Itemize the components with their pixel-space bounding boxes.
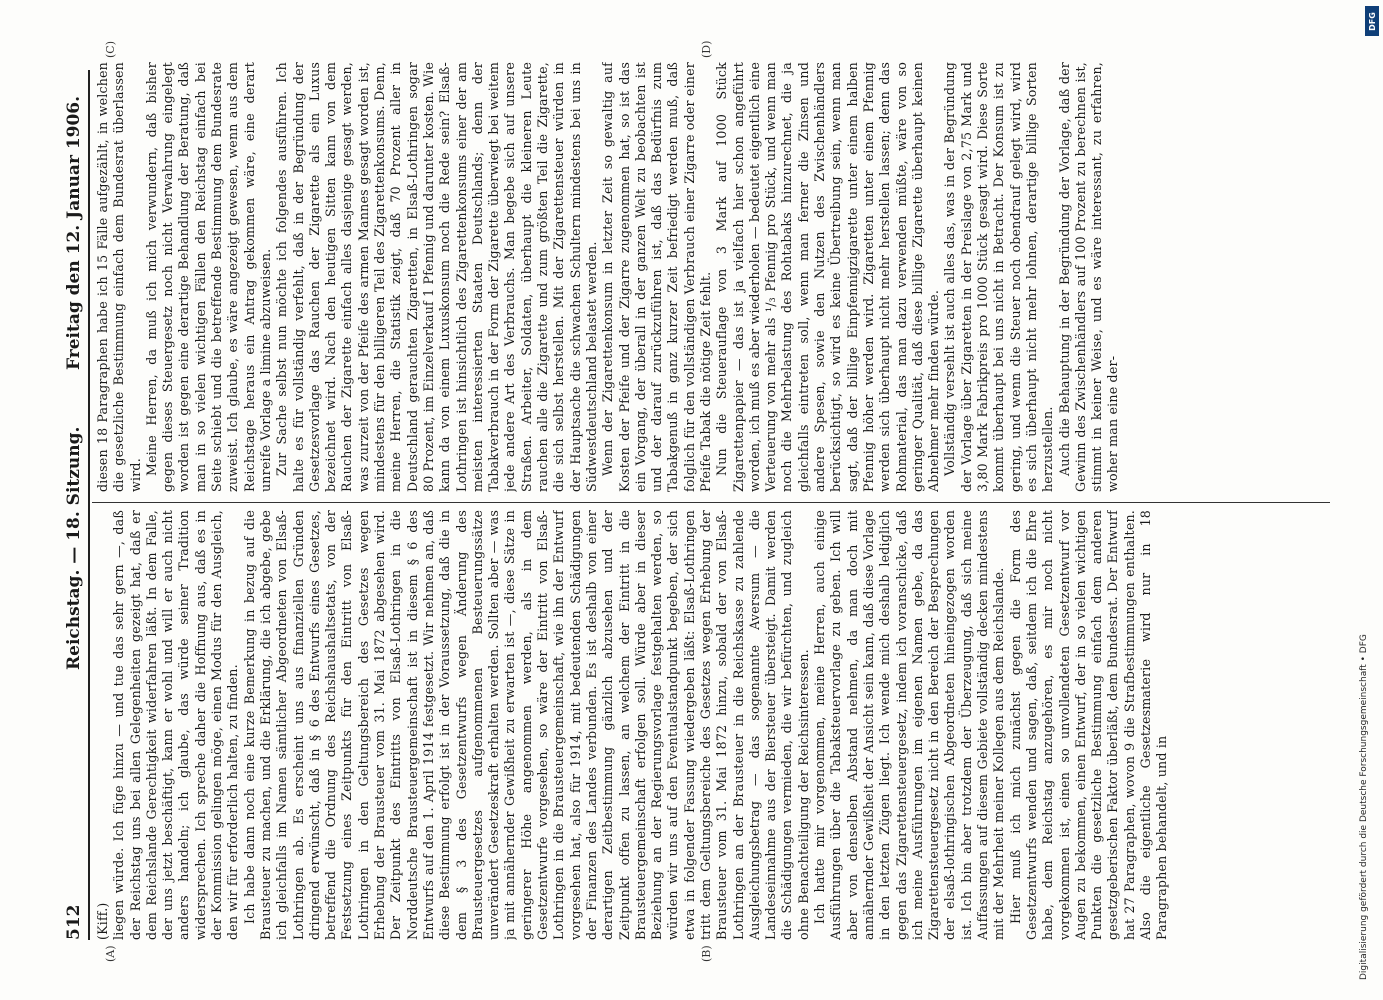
- dfg-logo: DFG: [1365, 6, 1379, 36]
- left-paragraph: Ich hatte mir vorgenommen, meine Herren, auch einige Ausführungen über die Tabaksteuervorlage zu geben. Ich will aber von denselben Abstand nehmen, da man doch mit annähernder Gewißheit der Ansicht sein kann, daß diese Vorlage in den letzten Zügen liegt. Ich wende mich deshalb lediglich gegen das Zigarettensteuergesetz, indem ich voranschicke, daß ich meine Ausführungen im eigenen Namen gebe, da das Zigarettensteuergesetz nicht in den Bereich der Besprechungen der elsaß-lothringischen Abgeordneten hineingezogen worden ist. Ich bin aber trotzdem der Überzeugung, daß sich meine Auffassungen auf diesem Gebiete vollständig decken mindestens mit der Mehrheit meiner Kollegen aus dem Reichslande.: [812, 510, 1007, 940]
- header-date: Freitag den 12. Januar 1906.: [64, 95, 84, 370]
- margin-marker-d: (D): [700, 40, 713, 58]
- credit-text: Digitalisierung gefördert durch die Deutsche Forschungsgemeinschaft • DFG: [1359, 634, 1369, 980]
- margin-marker-b: (B): [700, 945, 713, 962]
- left-column: [95, 510, 1330, 940]
- right-column: [95, 62, 1330, 492]
- left-paragraph: Hier muß ich mich zunächst gegen die Form des Gesetzentwurfs wenden und sagen, daß, seitdem ich die Ehre habe, dem Reichstag anzugehören, es mir noch nicht vorgekommen ist, einen so unvollendeten Gesetzentwurf vor Augen zu bekommen, einen Entwurf, der in so vielen wichtigen Punkten die gesetzliche Bestimmung einfach dem anderen gesetzgeberischen Faktor überläßt, dem Bundesrat. Der Entwurf hat 27 Paragraphen, wovon 9 die Strafbestimmungen enthalten. Also die eigentliche Gesetzesmaterie wird nur in 18 Paragraphen behandelt, und in: [1007, 510, 1170, 940]
- page-header: [60, 70, 90, 940]
- margin-marker-a: (A): [104, 945, 117, 962]
- page-number: 512: [64, 904, 84, 940]
- right-paragraph: Wenn der Zigarettenkonsum in letzter Zeit so gewaltig auf Kosten der Pfeife und der Zigarre zugenommen hat, so ist das ein Vorgang, der überall in der ganzen Welt zu beobachten ist und der darauf zurückzuführen ist, daß das Bedürfnis zum Tabakgenuß in ganz kurzer Zeit befriedigt werden muß, daß folglich für den vollständigen Verbrauch einer Zigarre oder einer Pfeife Tabak die nötige Zeit fehlt.: [600, 62, 713, 492]
- margin-marker-c: (C): [104, 41, 117, 58]
- left-paragraph: liegen würde. Ich füge hinzu — und tue das sehr gern —, daß der Reichstag uns bei allen Gelegenheiten gezeigt hat, daß er dem Reichslande Gerechtigkeit widerfahren läßt. In dem Falle, der uns jetzt beschäftigt, kann er wohl und will er auch nicht anders handeln; ich glaube, das würde seiner Tradition widersprechen. Ich spreche daher die Hoffnung aus, daß es in der Kommission gelingen möge, einen Modus für den Ausgleich, den wir für erforderlich halten, zu finden.: [111, 510, 241, 940]
- column-divider: [92, 502, 1330, 503]
- right-paragraph: Auch die Behauptung in der Begründung der Vorlage, daß der Gewinn des Zwischenhändlers auf 100 Prozent zu berechnen ist, stimmt in keiner Weise, und es wäre interessant, zu erfahren, woher man eine der-: [1056, 62, 1121, 492]
- right-paragraph: Meine Herren, da muß ich mich verwundern, daß bisher gegen dieses Steuergesetz noch nicht Verwahrung eingelegt worden ist gegen eine derartige Behandlung der Beratung, daß man in so vielen wichtigen Fällen den Reichstag einfach bei Seite schiebt und die betreffende Bestimmung dem Bundesrate zuweist. Ich glaube, es wäre angezeigt gewesen, wenn aus dem Reichstage heraus ein Antrag gekommen wäre, eine derart unreife Vorlage a limine abzuweisen.: [143, 62, 273, 492]
- digitization-credit: [1355, 20, 1377, 980]
- right-paragraph: diesen 18 Paragraphen habe ich 15 Fälle aufgezählt, in welchen die gesetzliche Bestimmung einfach dem Bundesrat überlassen wird.: [95, 62, 143, 492]
- right-paragraph: Vollständig versehlt ist auch alles das, was in der Begründung der Vorlage über Zigaretten in der Preislage von 2,75 Mark und 3,80 Mark Fabrikpreis pro 1000 Stück gesagt wird. Diese Sorte kommt überhaupt bei uns nicht in Betracht. Der Konsum ist zu gering, und wenn die Steuer noch obendrauf gelegt wird, wird es sich überhaupt nicht mehr lohnen, derartige billige Sorten herzustellen.: [942, 62, 1056, 492]
- header-center-title: Reichstag. — 18. Sitzung.: [64, 426, 84, 670]
- right-paragraph: Nun die Steuerauflage von 3 Mark auf 1000 Stück Zigarettenpapier — das ist ja vielfach hier schon angeführt worden, ich muß es aber wiederholen — bedeutet eigentlich eine Verteuerung von mehr als ¹/₃ Pfennig pro Stück, und wenn man noch die Mehrbelastung des Rohtabaks hinzurechnet, die ja gleichfalls eintreten soll, wenn man ferner die Zinsen und andere Spesen, sowie den Nutzen des Zwischenhändlers berücksichtigt, so wird es keine Übertreibung sein, wenn man sagt, daß der billige Einpfennigzigarette unter einem halben Pfennig höher werden wird. Zigaretten unter einem Pfennig werden sich überhaupt nicht mehr herstellen lassen; denn das Rohmaterial, das man dazu verwenden müßte, wäre von so geringer Qualität, daß diese billige Zigarette überhaupt keinen Abnehmer mehr finden würde.: [714, 62, 942, 492]
- left-paragraph: Ich habe dann noch eine kurze Bemerkung in bezug auf die Brausteuer zu machen, und die Erklärung, die ich abgebe, gebe ich gleichfalls im Namen sämtlicher Abgeordneten von Elsaß-Lothringen ab. Es erscheint uns aus finanziellen Gründen dringend erwünscht, daß in § 6 des Entwurfs eines Gesetzes, betreffend die Ordnung des Reichshaushaltsetats, von der Festsetzung eines Zeitpunkts für den Eintritt von Elsaß-Lothringen in den Geltungsbereich des Gesetzes wegen Erhebung der Brausteuer vom 31. Mai 1872 abgesehen wird. Der Zeitpunkt des Eintritts von Elsaß-Lothringen in die Norddeutsche Brausteuergemeinschaft ist in diesem § 6 des Entwurfs auf den 1. April 1914 festgesetzt. Wir nehmen an, daß diese Bestimmung erfolgt ist in der Voraussetzung, daß die in dem § 3 des Gesetzentwurfs wegen Änderung des Brausteuergesetzes aufgenommenen Besteuerungssätze unverändert Gesetzeskraft erhalten werden. Sollten aber — was ja mit annähernder Gewißheit zu erwarten ist —, diese Sätze in geringerer Höhe angenommen werden, als in dem Gesetzentwurfe vorgesehen, so wäre der Eintritt von Elsaß-Lothringen in die Brausteuergemeinschaft, wie ihn der Entwurf vorgesehen hat, also für 1914, mit bedeutenden Schädigungen der Finanzen des Landes verbunden. Es ist deshalb von einer derartigen Zeitbestimmung gänzlich abzusehen und der Zeitpunkt offen zu lassen, an welchem der Eintritt in die Brausteuergemeinschaft erfolgen soll. Würde aber in dieser Beziehung an der Regierungsvorlage festgehalten werden, so würden wir uns auf den Eventualstandpunkt begeben, der sich etwa in folgender Fassung wiedergeben läßt: Elsaß-Lothringen tritt dem Geltungsbereiche des Gesetzes wegen Erhebung der Brausteuer vom 31. Mai 1872 hinzu, sobald der von Elsaß-Lothringen an der Brausteuer in die Reichskasse zu zahlende Ausgleichungsbetrag — das sogenannte Aversum — die Landeseinnahme aus der Biersteuer übersteigt. Damit werden die Schädigungen vermieden, die wir befürchten, und zugleich ohne Benachteiligung der Reichsinteressen.: [241, 510, 811, 940]
- speaker-tag: (Kiff.): [95, 902, 110, 940]
- right-paragraph: Zur Sache selbst nun möchte ich folgendes ausführen. Ich halte es für vollständig verfehlt, daß in der Begründung der Gesetzesvorlage das Rauchen der Zigarette als ein Luxus bezeichnet wird. Nach den heutigen Sitten kann von dem Rauchen der Zigarette einfach alles dasjenige gesagt werden, was zurzeit von der Pfeife des armen Mannes gesagt worden ist, mindestens für den billigeren Teil des Zigarettenkonsums. Denn, meine Herren, die Statistik zeigt, daß 70 Prozent aller in Deutschland gerauchten Zigaretten, in Elsaß-Lothringen sogar 80 Prozent, im Einzelverkauf 1 Pfennig und darunter kosten. Wie kann da von einem Luxuskonsum noch die Rede sein? Elsaß-Lothringen ist hinsichtlich des Zigarettenkonsums einer der am meisten interessierten Staaten Deutschlands; denn der Tabakverbrauch in der Form der Zigarette überwiegt bei weitem jede andere Art des Verbrauchs. Man begebe sich auf unsere Straßen. Arbeiter, Soldaten, überhaupt die kleineren Leute rauchen alle die Zigarette und zum größten Teil die Zigarette, die sich selbst herstellen. Mit der Zigarettensteuer würden in der Hauptsache die schwachen Schultern mindestens bei uns in Südwestdeutschland belastet werden.: [274, 62, 599, 492]
